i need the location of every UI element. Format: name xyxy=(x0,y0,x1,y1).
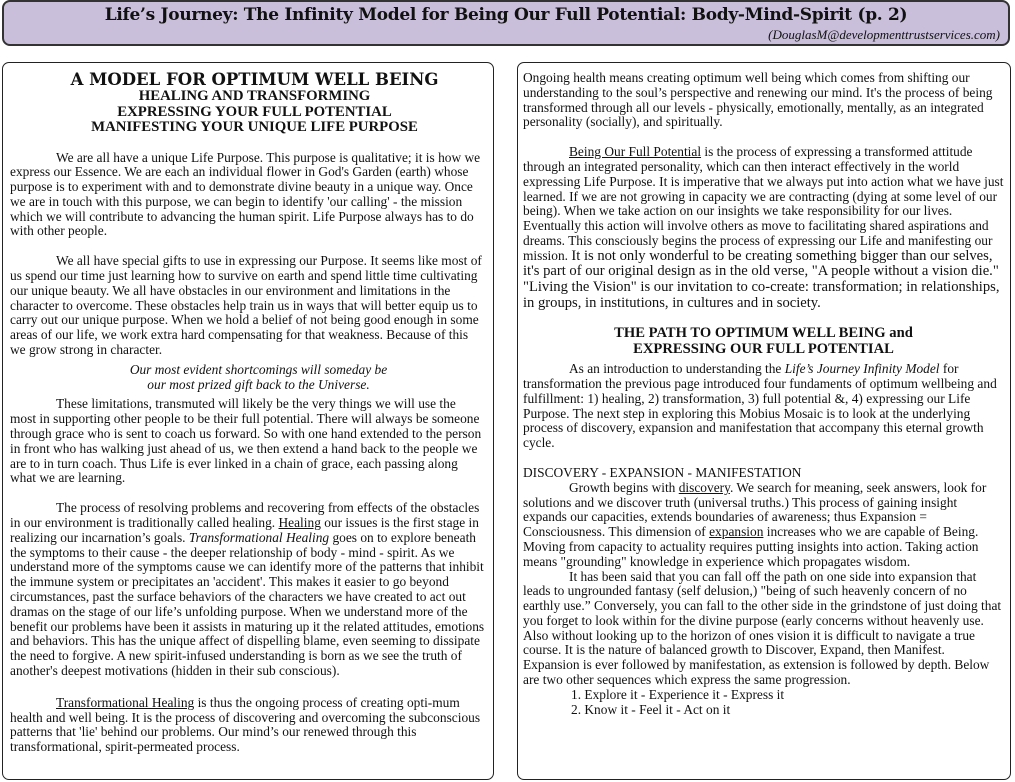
text-span: is thus the ongoing process of creating opti-mum health and well being. It is the process of discovering and overcoming the subconscious patterns that 'lie' behind our problems. Our mind’s our renewed through this transformational, spirit-permeated process. xyxy=(10,694,481,755)
paragraph-life-purpose: We are all have a unique Life Purpose. This purpose is qualitative; it is how we express our Essence. We are each an individual flower in God's Garden (earth) whose purpose is to experiment with and to demonstrate divine beauty in a unique way. Once we are in touch with this purpose, we can begin to identify 'our calling' - the mission which we will contribute to advancing the human spirit. Life Purpose always has to do with other people. xyxy=(10,149,481,239)
paragraph-healing xyxy=(10,501,485,679)
page-title: Life’s Journey: The Infinity Model for Being Our Full Potential: Body-Mind-Spirit (p. 2) xyxy=(104,5,908,25)
paragraph-fall-off-path: It has been said that you can fall off the path on one side into expansion that leads to ungrounded fantasy (self delusion,) "being of such heavenly concern of no earthly use.” Conversely, you can fall to the other side in the grindstone of just doing that you forget to look within for the divine purpose (early concerns without heavenly use. Also without looking up to the horizon of ones vision it is difficult to navigate a true course. It is the nature of balanced growth to Discover, Expand, then Manifest. Expansion is ever followed by manifestation, as extension is followed by depth. Below are two other sequences which express the same progression. xyxy=(523,568,1002,688)
right-column xyxy=(517,62,1011,780)
italic-term: Transformational Healing xyxy=(188,529,330,545)
paragraph-ongoing-health: Ongoing health means creating optimum well being which comes from shifting our understanding to the soul’s perspective and renewing our mind. It's the process of being transformed through all our levels - physically, emotionally, mentally, as an integrated personality (socially), and spiritually. xyxy=(523,70,993,130)
author-email: (DouglasM@developmenttrustservices.com) xyxy=(768,27,1000,42)
text-span: increases who we are capable of Being. Moving from capacity to actuality requires putting insights into action. Taking action means "grounding" knowledge in experience which propagates wisdom. xyxy=(523,524,979,569)
text-span: goes on to explore beneath the symptoms to their cause - the deeper relationship of body - mind - spirit. As we understand more of the symptoms cause we can identify more of the patterns that inhibit the immune system or precipitates an 'accident'. This makes it easier to go beyond circumstances, past the surface behaviors of the characters we have created to act out dramas on the stage of our life’s unfolding purpose. When we understand more of the benefit our problems have been it assists in maturing up it the related attitudes, emotions and behaviors. This has the unique affect of dispelling blame, even seeming to dissipate the need to forgive. A new spirit-infused understanding is born as we see the truth of another's deepest motivations (hidden in their sub conscious). xyxy=(10,529,485,678)
text-span: our issues is the first stage in realizing our incarnation’s goals. xyxy=(10,515,479,545)
section-subtitle-3: MANIFESTING YOUR UNIQUE LIFE PURPOSE xyxy=(91,119,418,135)
underlined-term: Being Our Full Potential xyxy=(569,144,702,160)
section-title: A MODEL FOR OPTIMUM WELL BEING xyxy=(70,70,439,89)
underlined-term: Transformational Healing xyxy=(56,694,195,710)
paragraph-transformational-healing xyxy=(10,696,485,755)
italic-term: Life’s Journey Infinity Model xyxy=(784,361,940,377)
section-subtitle-2: EXPRESSING YOUR FULL POTENTIAL xyxy=(117,103,392,120)
page-header xyxy=(2,0,1010,46)
quote-line-1: Our most evident shortcomings will someday be xyxy=(129,361,388,377)
dem-heading: DISCOVERY - EXPANSION - MANIFESTATION xyxy=(523,464,802,480)
text-span: . We search for meaning, seek answers, look for solutions and we discover truth (universal truths.) This process of gaining insight expands our capacities, extends boundaries of awareness; thus Expansion = Consciousness. This dimension of xyxy=(523,479,987,540)
text-span: Growth begins with xyxy=(569,479,679,495)
paragraph-limitations: These limitations, transmuted will likely be the very things we will use the most in supporting other people to be their full potential. There will always be someone through grace who is sent to coach us forward. So with one hand extended to the person in front who has walking just ahead of us, we then extend a hand back to the people we are to in turn coach. Thus Life is ever linked in a chain of grace, each passing along what we are learning. xyxy=(10,396,482,486)
path-title-line-1: THE PATH TO OPTIMUM WELL BEING and xyxy=(614,325,913,342)
text-span-large: It is not only wonderful to be creating something bigger than our selves, it's part of our original design as in the old verse, "A people without a vision die." "Living the Vision" is our invitation to co-create: transformation; in relationships, in groups, in institutions, in cultures and in society. xyxy=(523,247,1000,311)
text-span: is the process of expressing a transformed attitude through an integrated personality, which can then interact effectively in the world expressing Life Purpose. It is imperative that we always put into action what we have just learned. If we are not growing in capacity we are contracting (dying at some level of our being). When we take action on our insights we take responsibility for our lives. Eventually this action will involve others as move to facilitating shared aspirations and dreams. This consciously begins the process of expressing our Life and manifesting our mission. xyxy=(523,144,1004,263)
text-span: As an introduction to understanding the xyxy=(569,361,785,377)
paragraph-introduction xyxy=(523,362,1004,451)
underlined-term: Healing xyxy=(278,515,321,531)
paragraph-discovery xyxy=(523,481,1004,570)
section-subtitle-1: HEALING AND TRANSFORMING xyxy=(138,88,371,104)
path-title-line-2: EXPRESSING OUR FULL POTENTIAL xyxy=(633,340,894,357)
sequence-item-1: 1. Explore it - Experience it - Express it xyxy=(571,686,785,702)
paragraph-special-gifts: We all have special gifts to use in expressing our Purpose. It seems like most of us spend our time just learning how to survive on earth and spend little time cultivating our unique beauty. We all have obstacles in our environment and limitations in the character to overcome. These obstacles help train us in ways that will better equip us to carry out our unique purpose. When we hold a belief of not being good enough in some areas of our life, we work extra hard compensating for that weakness. Because of this we grow strong in character. xyxy=(10,253,482,358)
underlined-term: expansion xyxy=(709,524,764,540)
left-column xyxy=(2,62,494,780)
underlined-term: discovery xyxy=(678,479,730,495)
text-span: The process of resolving problems and recovering from effects of the obstacles in our environment is traditionally called healing. xyxy=(10,500,480,531)
quote-line-2: our most prized gift back to the Universe. xyxy=(147,376,370,392)
paragraph-full-potential xyxy=(523,145,1004,311)
sequence-item-2: 2. Know it - Feel it - Act on it xyxy=(571,701,731,717)
text-span: for transformation the previous page introduced four fundaments of optimum wellbeing and fulfillment: 1) healing, 2) transformation, 3) full potential &, 4) expressing our Life Purpose. The next step in exploring this Mobius Mosaic is to look at the underlying process of discovery, expansion and manifestation that accompany this eternal growth cycle. xyxy=(523,361,997,451)
